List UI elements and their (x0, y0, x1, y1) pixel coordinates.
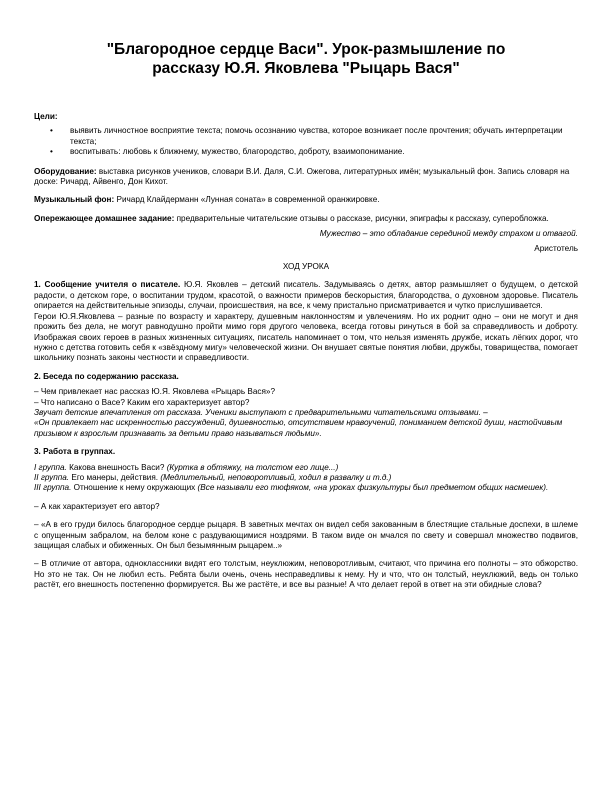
equipment-label: Оборудование: (34, 166, 97, 176)
section-3-quote: – «А в его груди билось благородное сердце рыцаря. В заветных мечтах он видел себя закованным в блестящие стальные доспехи, в шлеме с опущенным забралом, на белом коне с раздувающимися ноздрями. В таком виде он мчался по свету и совершал множество подвигов, защищая слабых и обиженных. Он был безымянным рыцарем..» (34, 520, 578, 550)
group-2-label: II группа. (34, 472, 70, 482)
group-2-answer: (Медлительный, неповоротливый, ходил в развалку и т.д.) (160, 472, 392, 482)
section-2-question-2: – Что написано о Васе? Каким его характеризует автор? (34, 397, 250, 407)
music-label: Музыкальный фон: (34, 195, 115, 205)
goals-list (34, 126, 578, 157)
section-1-text-1: Ю.Я. Яковлев – детский писатель. Задумываясь о детях, автор размышляет о будущем, о детской радости, о детском горе, о воспитании трудом, красотой, о важности примеров бескорыстия, благородства, о духовном здоровье. Писатель опирается на действительные эпизоды, случаи, происшествия, на все, к чему пристально присматривается и чутко прислушивается. (34, 280, 578, 311)
section-3-final: – В отличие от автора, одноклассники видят его толстым, неуклюжим, неповоротливым, считают, что причина его полноты – это обжорство. Но это не так. Он не любил есть. Ребята были очень, очень несправедливы к нему. Ну и что, что он толстый, неуклюжий, ведь он только растёт, его внешность постепенно формируется. Вы же растёте, и все вы разные! А что делает герой в ответ на эти обидные слова? (34, 559, 578, 590)
equipment-paragraph (34, 167, 578, 188)
goal-item: • воспитывать: любовь к ближнему, мужество, благородство, доброту, взаимопонимание. (70, 147, 578, 157)
goal-item: • выявить личностное восприятие текста; помочь осознанию чувства, которое возникает после прочтения; обучать интерпретации текста; (70, 126, 578, 147)
epigraph-author: Аристотель (534, 243, 578, 253)
group-2-line: II группа. Его манеры, действия. (Медлительный, неповоротливый, ходил в развалку и т.д.) (34, 472, 392, 482)
group-1-line: I группа. Какова внешность Васи? (Куртка в обтяжку, на толстом его лице...) (34, 462, 339, 472)
section-1-paragraph (34, 280, 578, 311)
title-line-1: "Благородное сердце Васи". Урок-размышление по (106, 41, 506, 58)
epigraph-quote: Мужество – это обладание серединой между страхом и отвагой. (319, 229, 578, 239)
music-paragraph (34, 195, 578, 205)
equipment-text: выставка рисунков учеников, словари В.И. Даля, С.И. Ожегова, литературных имён; музыкальный фон. Запись словаря на доске: Ричард, Айвенго, Дон Кихот. (34, 166, 570, 187)
lesson-heading: ХОД УРОКА (282, 262, 330, 272)
homework-text: предварительные читательские отзывы о рассказе, рисунки, эпиграфы к рассказу, суперобложка. (174, 213, 549, 223)
section-2-note: Звучат детские впечатления от рассказа. Ученики выступают с предварительными читательскими отзывами. – (34, 407, 488, 417)
homework-paragraph (34, 214, 578, 224)
group-3-answer: (Все называли его тюфяком, «на уроках физкультуры был предметом общих насмешек). (197, 483, 549, 493)
section-3 (34, 447, 578, 590)
section-3-heading: 3. Работа в группах. (34, 447, 116, 457)
goals-heading: Цели: (34, 112, 58, 121)
group-3-line: III группа. Отношение к нему окружающих (Все называли его тюфяком, «на уроках физкультуры был предметом общих насмешек). (34, 483, 549, 493)
group-1-answer: (Куртка в обтяжку, на толстом его лице...) (166, 462, 339, 472)
section-1 (34, 280, 578, 363)
section-2-question-1: – Чем привлекает нас рассказ Ю.Я. Яковлева «Рыцарь Вася»? (34, 387, 276, 397)
title-line-2: рассказу Ю.Я. Яковлева "Рыцарь Вася" (152, 60, 460, 77)
section-3-question: – А как характеризует его автор? (34, 501, 160, 511)
section-1-heading: 1. Сообщение учителя о писателе. (34, 280, 181, 290)
section-2 (34, 372, 578, 439)
section-2-heading: 2. Беседа по содержанию рассказа. (34, 371, 179, 381)
group-1-label: I группа. (34, 462, 67, 472)
section-2-quote: «Он привлекает нас искренностью рассуждений, душевностью, отсутствием нравоучений, пониманием детской души, настойчивым призывом к взрослым признавать за детьми право называться людьми». (34, 418, 563, 438)
document-title (34, 40, 578, 78)
section-1-text-2: Герои Ю.Я.Яковлева – разные по возрасту и характеру, душевным наклонностям и увлечениям. Но их роднит одно – они не могут и дня прожить без дела, не могут равнодушно пройти мимо горя другого человека, всегда готовы ринуться в бой за справедливость и доброту. Изображая своих героев в разных жизненных ситуациях, писатель напоминает о том, что нельзя изменять дружбе, искать лёгких дорог, что нужно с детства готовить себя к «звёздному мигу» человеческой жизни. Он внушает святые понятия любви, дружбы, товарищества, помогает школьнику познать законы честности и справедливости. (34, 311, 578, 363)
homework-label: Опережающее домашнее задание: (34, 213, 175, 223)
music-text: Ричард Клайдерманн «Лунная соната» в современной оранжировке. (114, 195, 380, 205)
group-3-label: III группа. (34, 483, 72, 493)
